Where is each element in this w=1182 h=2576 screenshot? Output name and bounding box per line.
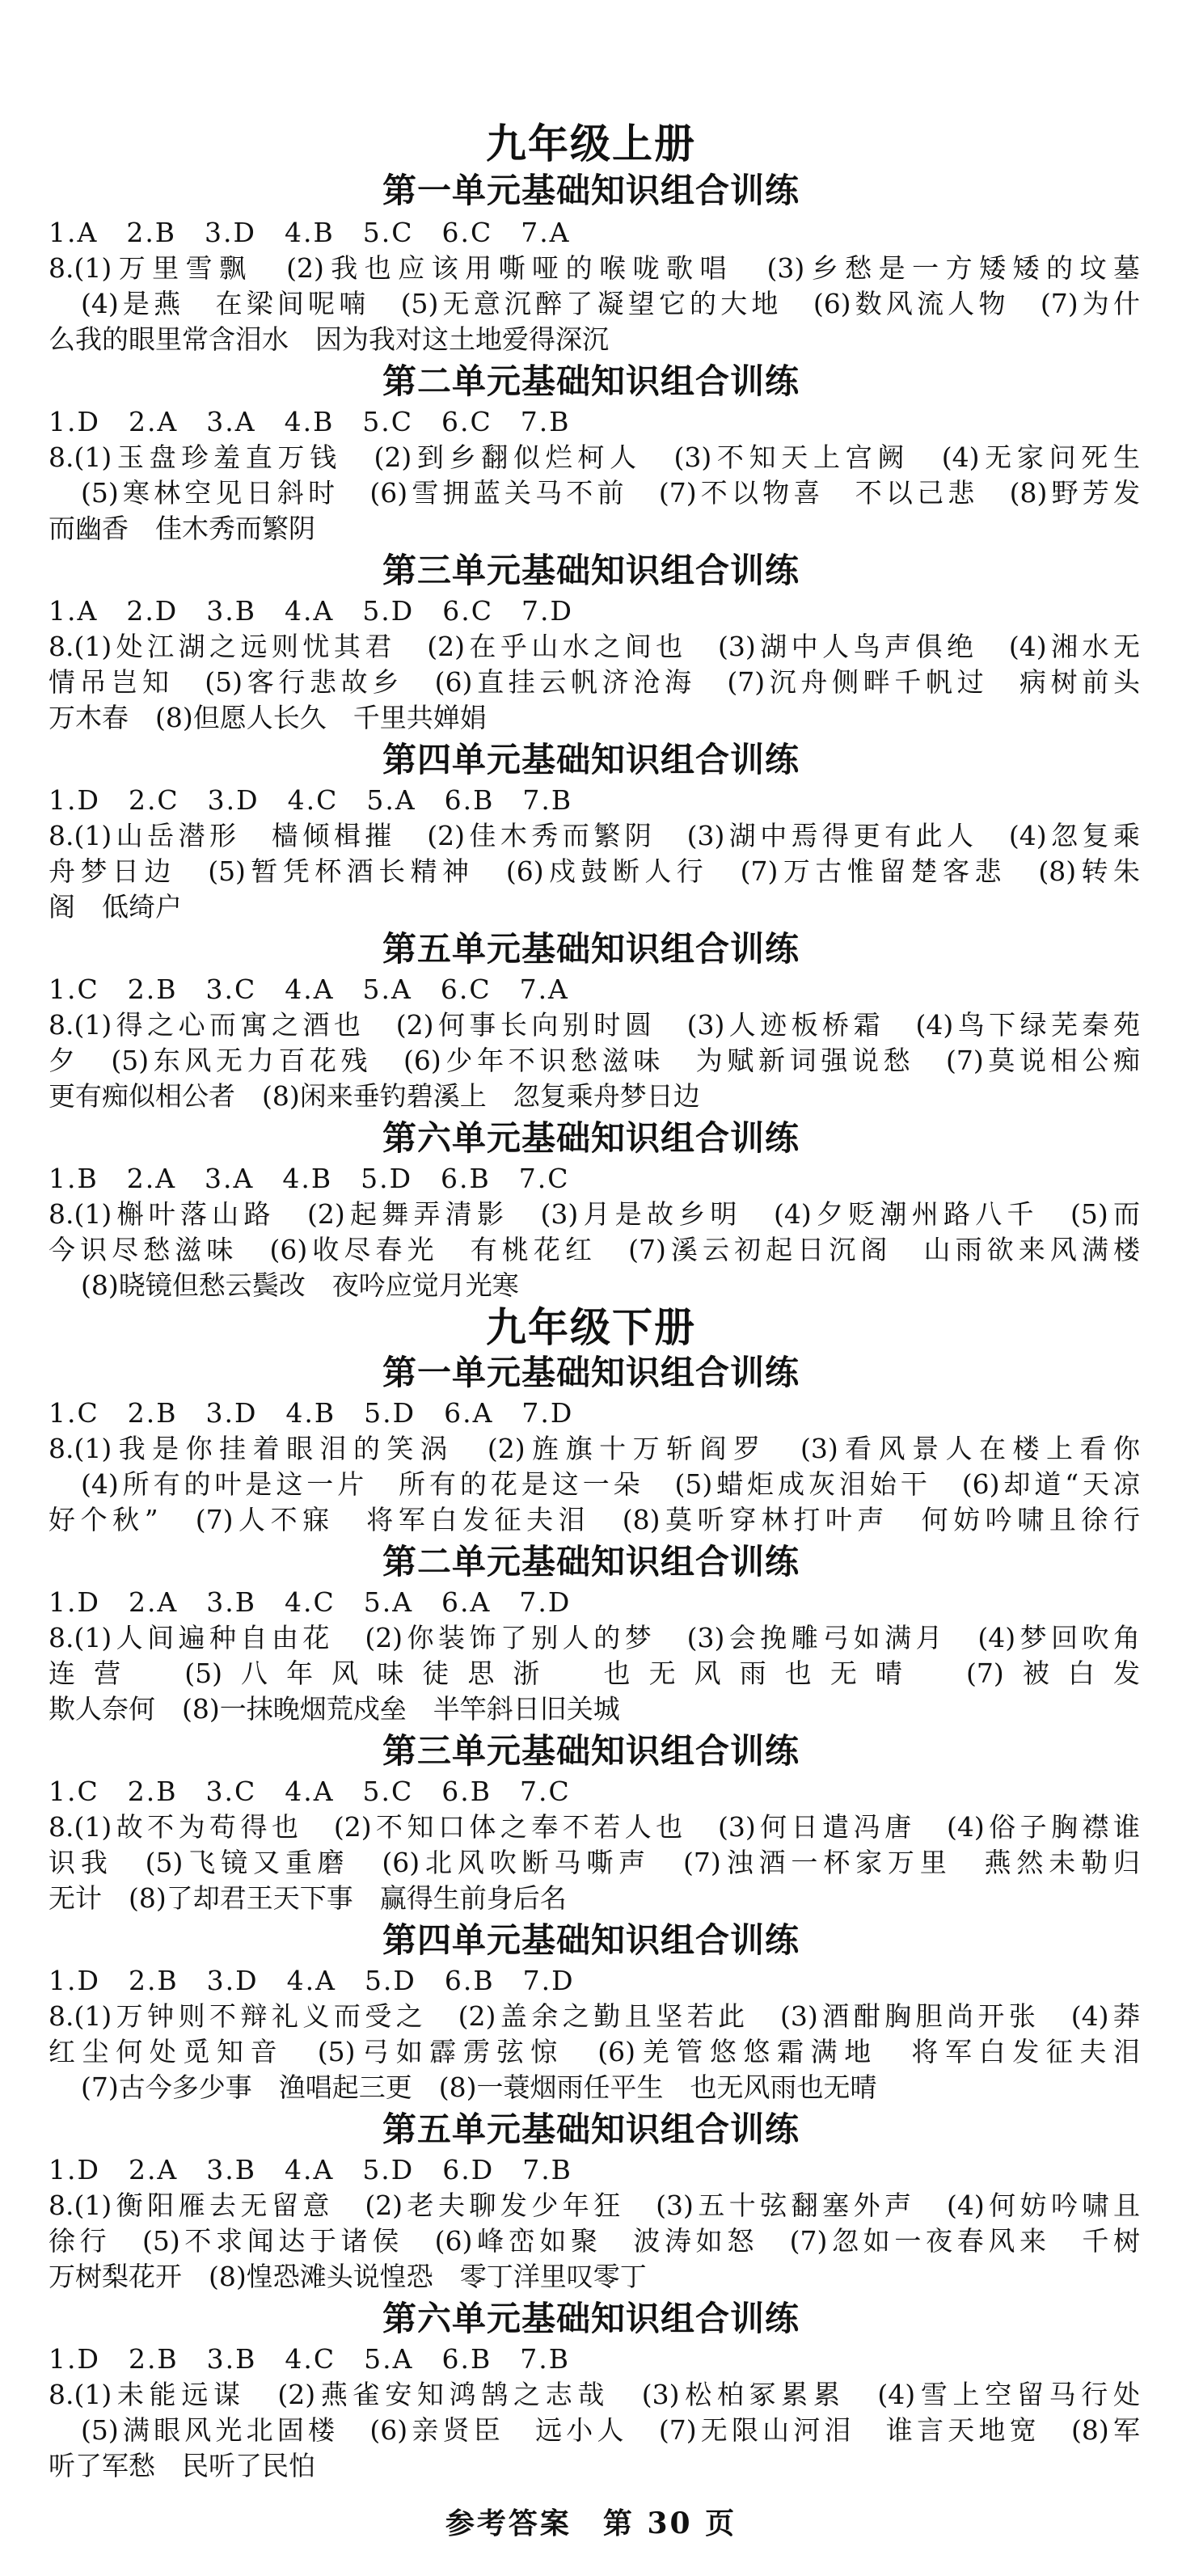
answer-line: 8.(1)人间遍种自由花 (2)你装饰了别人的梦 (3)会挽雕弓如满月 (4)梦回吹角: [49, 1622, 1140, 1653]
unit-title: 第三单元基础知识组合训练: [382, 551, 800, 590]
answer-line: (5)满眼风光北固楼 (6)亲贤臣 远小人 (7)无限山河泪 谁言天地宽 (8)军: [81, 2414, 1140, 2446]
choice-answers: 1.B 2.A 3.A 4.B 5.D 6.B 7.C: [49, 1163, 570, 1194]
choice-answers: 1.A 2.B 3.D 4.B 5.C 6.C 7.A: [49, 217, 571, 248]
answer-line: (4)是燕 在梁间呢喃 (5)无意沉醉了凝望它的大地 (6)数风流人物 (7)为什: [81, 288, 1140, 319]
section-title: 九年级下册: [486, 1304, 696, 1351]
answer-line: 舟梦日边 (5)暂凭杯酒长精神 (6)戍鼓断人行 (7)万古惟留楚客悲 (8)转朱: [49, 855, 1140, 887]
answer-line: 8.(1)玉盘珍羞直万钱 (2)到乡翻似烂柯人 (3)不知天上宫阙 (4)无家问死生: [49, 441, 1140, 473]
choice-answers: 1.D 2.A 3.B 4.C 5.A 6.A 7.D: [49, 1586, 572, 1618]
answer-line: 万树梨花开 (8)惶恐滩头说惶恐 零丁洋里叹零丁: [49, 2261, 647, 2292]
answer-line: 听了军愁 民听了民怕: [49, 2450, 315, 2481]
answer-line: 夕 (5)东风无力百花残 (6)少年不识愁滋味 为赋新词强说愁 (7)莫说相公痴: [49, 1045, 1140, 1076]
answer-line: 8.(1)槲叶落山路 (2)起舞弄清影 (3)月是故乡明 (4)夕贬潮州路八千 (5)而: [49, 1198, 1140, 1230]
unit-title: 第五单元基础知识组合训练: [382, 929, 800, 969]
choice-answers: 1.C 2.B 3.C 4.A 5.C 6.B 7.C: [49, 1776, 571, 1807]
answer-line: (4)所有的叶是这一片 所有的花是这一朵 (5)蜡炬成灰泪始干 (6)却道“天凉: [81, 1468, 1140, 1500]
choice-answers: 1.A 2.D 3.B 4.A 5.D 6.C 7.D: [49, 595, 573, 627]
answer-line: 8.(1)山岳潜形 樯倾楫摧 (2)佳木秀而繁阴 (3)湖中焉得更有此人 (4)忽复乘: [49, 820, 1140, 851]
answer-line: 8.(1)万里雪飘 (2)我也应该用嘶哑的喉咙歌唱 (3)乡愁是一方矮矮的坟墓: [49, 252, 1140, 284]
answer-line: 徐行 (5)不求闻达于诸侯 (6)峰峦如聚 波涛如怒 (7)忽如一夜春风来 千树: [49, 2225, 1140, 2257]
answer-line: 红尘何处觅知音 (5)弓如霹雳弦惊 (6)羌管悠悠霜满地 将军白发征夫泪: [49, 2036, 1140, 2067]
page-footer: 参考答案 第 30 页: [445, 2506, 737, 2540]
unit-title: 第四单元基础知识组合训练: [382, 740, 800, 779]
answer-line: 万木春 (8)但愿人长久 千里共婵娟: [49, 702, 487, 733]
answer-line: 无计 (8)了却君王天下事 赢得生前身后名: [49, 1882, 567, 1914]
answer-line: 识我 (5)飞镜又重磨 (6)北风吹断马嘶声 (7)浊酒一杯家万里 燕然未勒归: [49, 1847, 1140, 1878]
answer-line: 么我的眼里常含泪水 因为我对这土地爱得深沉: [49, 323, 609, 355]
choice-answers: 1.D 2.B 3.B 4.C 5.A 6.B 7.B: [49, 2343, 570, 2375]
unit-title: 第四单元基础知识组合训练: [382, 1920, 800, 1960]
choice-answers: 1.C 2.B 3.C 4.A 5.A 6.C 7.A: [49, 973, 569, 1005]
answer-line: 8.(1)故不为苟得也 (2)不知口体之奉不若人也 (3)何日遣冯唐 (4)俗子胸襟谁: [49, 1811, 1140, 1843]
answer-line: 连营 (5)八年风味徒思浙 也无风雨也无晴 (7)被白发: [49, 1658, 1140, 1689]
choice-answers: 1.D 2.B 3.D 4.A 5.D 6.B 7.D: [49, 1965, 575, 1996]
unit-title: 第一单元基础知识组合训练: [382, 171, 800, 210]
answer-line: 8.(1)处江湖之远则忧其君 (2)在乎山水之间也 (3)湖中人鸟声俱绝 (4)湘水无: [49, 631, 1140, 662]
answer-line: 阁 低绮户: [49, 891, 182, 923]
unit-title: 第六单元基础知识组合训练: [382, 1118, 800, 1158]
choice-answers: 1.C 2.B 3.D 4.B 5.D 6.A 7.D: [49, 1397, 574, 1429]
choice-answers: 1.D 2.A 3.A 4.B 5.C 6.C 7.B: [49, 406, 571, 437]
answer-line: 欺人奈何 (8)一抹晚烟荒戍垒 半竿斜日旧关城: [49, 1693, 620, 1725]
answer-line: 8.(1)未能远谋 (2)燕雀安知鸿鹄之志哉 (3)松柏冢累累 (4)雪上空留马行处: [49, 2379, 1140, 2410]
answer-line: (7)古今多少事 渔唱起三更 (8)一蓑烟雨任平生 也无风雨也无晴: [81, 2071, 877, 2103]
unit-title: 第二单元基础知识组合训练: [382, 1542, 800, 1581]
unit-title: 第二单元基础知识组合训练: [382, 361, 800, 401]
answer-line: 今识尽愁滋味 (6)收尽春光 有桃花红 (7)溪云初起日沉阁 山雨欲来风满楼: [49, 1234, 1140, 1265]
answer-line: 而幽香 佳木秀而繁阴: [49, 513, 315, 544]
choice-answers: 1.D 2.A 3.B 4.A 5.D 6.D 7.B: [49, 2154, 572, 2185]
answer-line: 更有痴似相公者 (8)闲来垂钓碧溪上 忽复乘舟梦日边: [49, 1080, 700, 1112]
answer-line: 8.(1)衡阳雁去无留意 (2)老夫聊发少年狂 (3)五十弦翻塞外声 (4)何妨吟啸且: [49, 2190, 1140, 2221]
answer-line: (8)晓镜但愁云鬓改 夜吟应觉月光寒: [81, 1269, 519, 1301]
section-title: 九年级上册: [486, 120, 696, 167]
unit-title: 第一单元基础知识组合训练: [382, 1353, 800, 1392]
unit-title: 第六单元基础知识组合训练: [382, 2299, 800, 2338]
answer-line: 好个秋” (7)人不寐 将军白发征夫泪 (8)莫听穿林打叶声 何妨吟啸且徐行: [49, 1504, 1140, 1535]
answer-line: 情吊岂知 (5)客行悲故乡 (6)直挂云帆济沧海 (7)沉舟侧畔千帆过 病树前头: [49, 666, 1140, 698]
answer-line: 8.(1)我是你挂着眼泪的笑涡 (2)旌旗十万斩阎罗 (3)看风景人在楼上看你: [49, 1433, 1140, 1464]
choice-answers: 1.D 2.C 3.D 4.C 5.A 6.B 7.B: [49, 784, 573, 816]
unit-title: 第五单元基础知识组合训练: [382, 2109, 800, 2149]
unit-title: 第三单元基础知识组合训练: [382, 1731, 800, 1771]
answer-line: 8.(1)得之心而寓之酒也 (2)何事长向别时圆 (3)人迹板桥霜 (4)鸟下绿芜秦苑: [49, 1009, 1140, 1041]
answer-line: 8.(1)万钟则不辩礼义而受之 (2)盖余之勤且坚若此 (3)酒酣胸胆尚开张 (4)莽: [49, 2000, 1140, 2032]
answer-line: (5)寒林空见日斜时 (6)雪拥蓝关马不前 (7)不以物喜 不以己悲 (8)野芳发: [81, 477, 1140, 509]
